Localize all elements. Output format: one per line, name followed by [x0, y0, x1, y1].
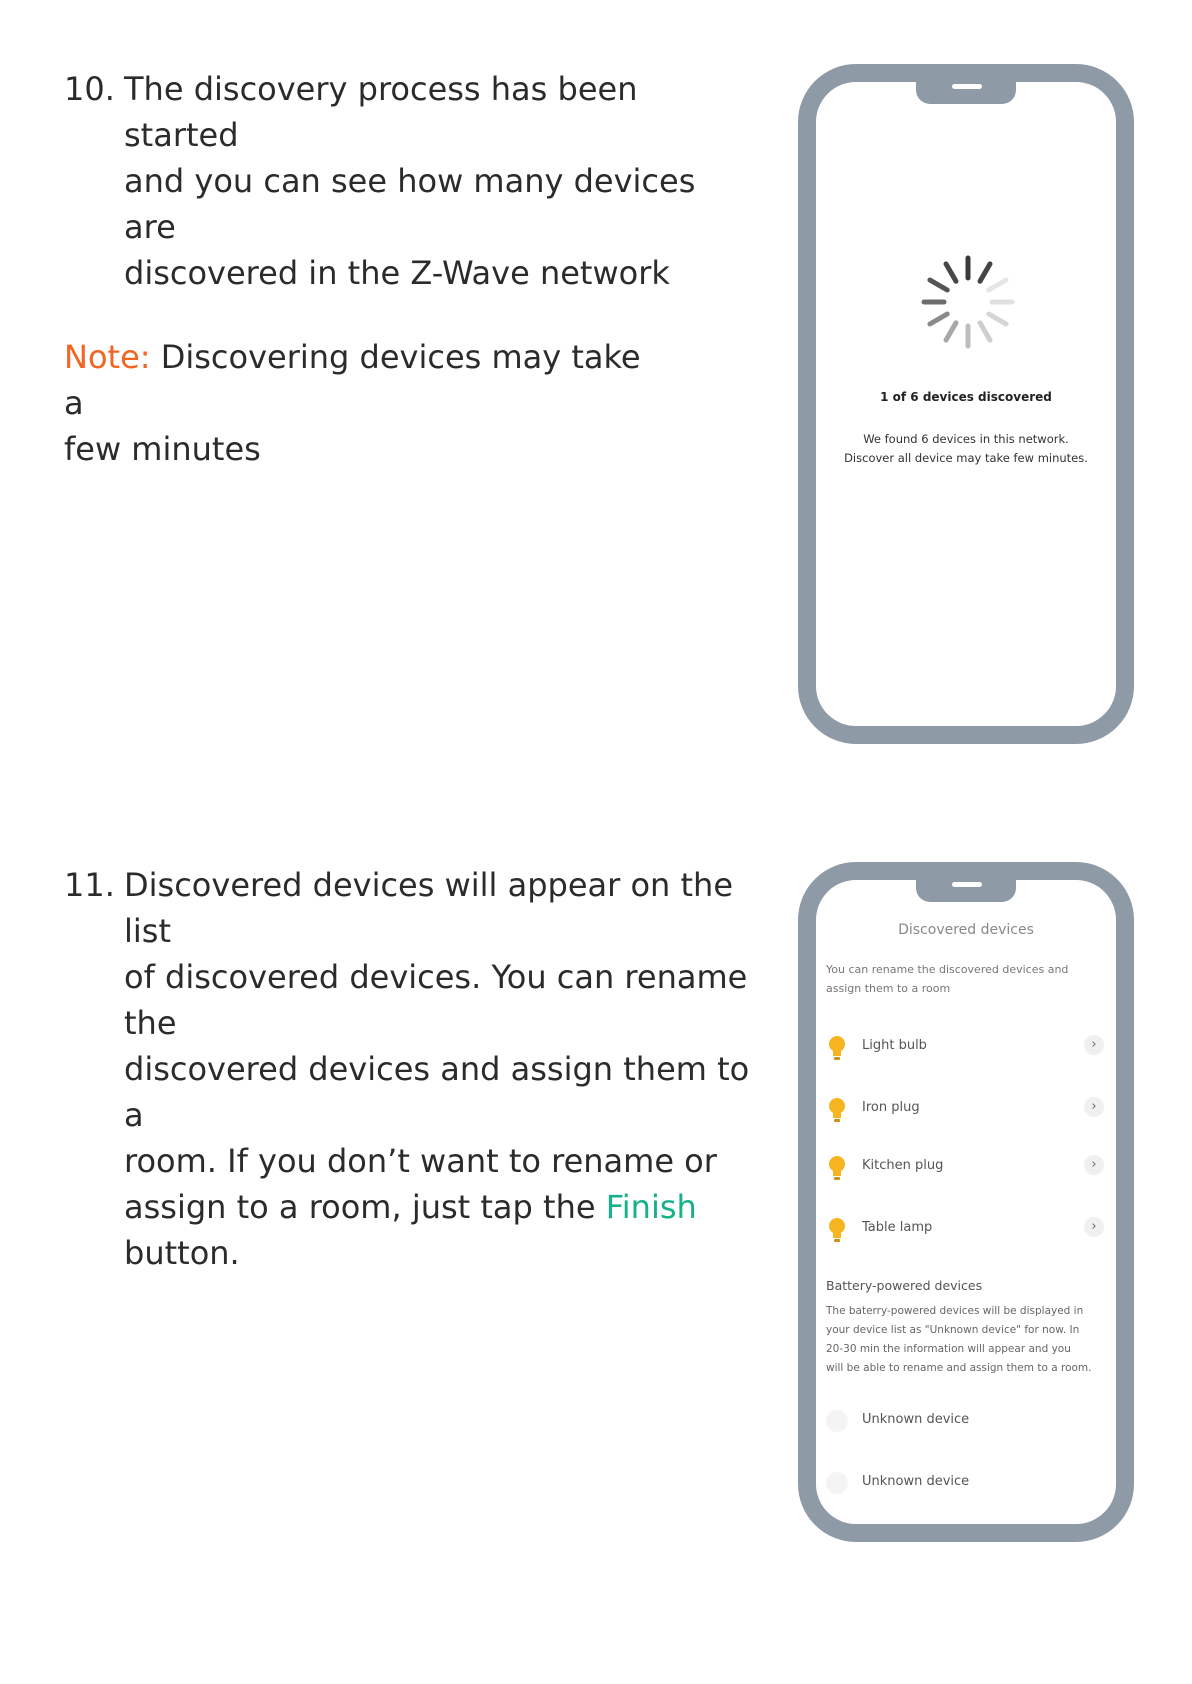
phone-discovered-devices-screen: [798, 862, 1134, 1542]
step-line: discovered in the Z-Wave network: [124, 254, 670, 292]
device-name: Kitchen plug: [862, 1158, 944, 1173]
note-label: Note:: [64, 338, 151, 376]
step-line: and you can see how many devices are: [124, 162, 696, 246]
discovery-message-line: We found 6 devices in this network.: [863, 432, 1069, 446]
step-text: [124, 862, 764, 1276]
step-line: The discovery process has been started: [124, 70, 638, 154]
device-name: Light bulb: [862, 1038, 927, 1053]
subtitle-line: assign them to a room: [826, 982, 951, 995]
step-line: Discovered devices will appear on the list: [124, 866, 733, 950]
chevron-right-icon[interactable]: ›: [1084, 1097, 1104, 1117]
unknown-device-item[interactable]: [826, 1470, 1108, 1498]
step-line-text: assign to a room, just tap the: [124, 1188, 606, 1226]
battery-line: 20-30 min the information will appear and you: [826, 1343, 1071, 1355]
chevron-right-icon[interactable]: ›: [1084, 1217, 1104, 1237]
lightbulb-icon: [826, 1154, 848, 1182]
step-line: [124, 1184, 764, 1230]
device-item-light-bulb[interactable]: [826, 1032, 1108, 1060]
step-line: of discovered devices. You can rename the: [124, 958, 748, 1042]
discovery-message: [816, 430, 1116, 468]
discovery-message-line: Discover all device may take few minutes.: [844, 451, 1088, 465]
lightbulb-icon: [826, 1096, 848, 1124]
step-line: button.: [124, 1234, 240, 1272]
device-placeholder-icon: [826, 1410, 848, 1432]
lightbulb-icon: [826, 1216, 848, 1244]
phone-notch: [916, 80, 1016, 104]
note-text: Discovering devices may take a: [64, 338, 641, 422]
battery-line: your device list as "Unknown device" for now. In: [826, 1324, 1080, 1336]
battery-section-title: Battery-powered devices: [826, 1278, 983, 1293]
screen-title: Discovered devices: [898, 922, 1034, 938]
step-number: 10.: [64, 70, 115, 108]
step-text: [124, 66, 744, 296]
subtitle-line: You can rename the discovered devices and: [826, 963, 1069, 976]
chevron-right-icon[interactable]: ›: [1084, 1155, 1104, 1175]
device-name: Unknown device: [862, 1474, 970, 1489]
step-10: [64, 66, 744, 292]
device-item-kitchen-plug[interactable]: [826, 1152, 1108, 1180]
battery-section-description: [826, 1302, 1108, 1378]
step-line: discovered devices and assign them to a: [124, 1050, 750, 1134]
device-name: Iron plug: [862, 1100, 920, 1115]
phone-discovery-screen: [798, 64, 1134, 744]
finish-highlight: Finish: [605, 1188, 697, 1226]
battery-line: will be able to rename and assign them to a room.: [826, 1362, 1092, 1374]
note: [64, 334, 664, 472]
device-name: Unknown device: [862, 1412, 970, 1427]
chevron-right-icon[interactable]: ›: [1084, 1035, 1104, 1055]
unknown-device-item[interactable]: [826, 1408, 1108, 1436]
lightbulb-icon: [826, 1034, 848, 1062]
loading-spinner-icon: [916, 250, 1020, 354]
device-item-table-lamp[interactable]: [826, 1214, 1108, 1242]
screen-subtitle: [826, 960, 1096, 998]
device-placeholder-icon: [826, 1472, 848, 1494]
step-line: room. If you don’t want to rename or: [124, 1142, 717, 1180]
step-number: 11.: [64, 866, 115, 904]
step-11: [64, 862, 764, 1272]
device-name: Table lamp: [862, 1220, 933, 1235]
battery-line: The baterry-powered devices will be displayed in: [826, 1305, 1084, 1317]
discovery-count: 1 of 6 devices discovered: [880, 390, 1052, 404]
device-item-iron-plug[interactable]: [826, 1094, 1108, 1122]
note-text-2: few minutes: [64, 430, 261, 468]
